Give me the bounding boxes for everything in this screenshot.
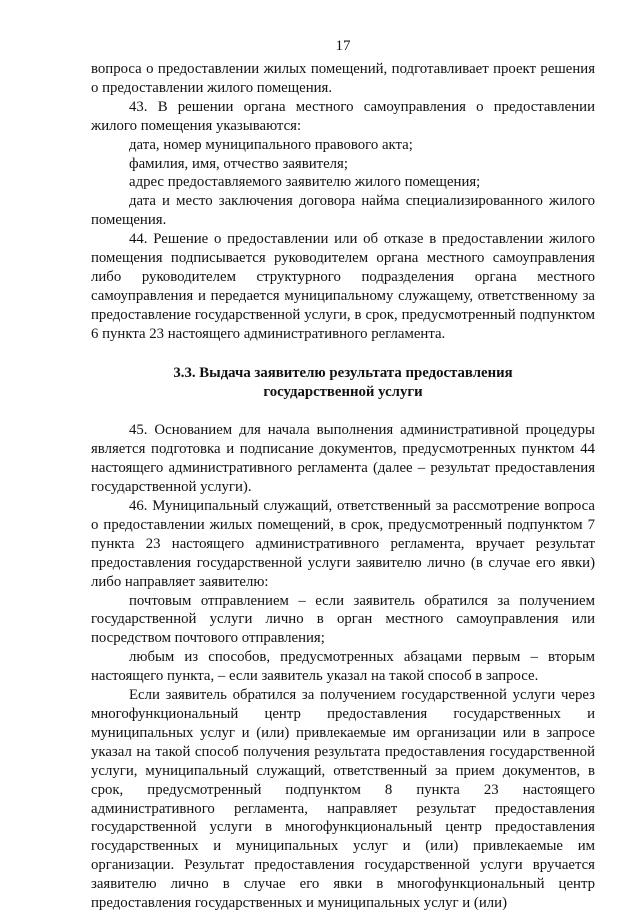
paragraph-45: 45. Основанием для начала выполнения административной процедуры является подготовка и подписание документов, предусмотренных пунктом 44 настоящего административного регламента (далее – результат предоставления государственной услуги).	[91, 422, 595, 496]
paragraph-43: 43. В решении органа местного самоуправления о предоставлении жилого помещения указываются:	[91, 98, 595, 134]
paragraph-43-item: адрес предоставляемого заявителю жилого помещения;	[129, 174, 481, 191]
section-heading	[91, 344, 595, 422]
paragraph-46: 46. Муниципальный служащий, ответственный за рассмотрение вопроса о предоставлении жилых помещений, в срок, предусмотренный подпунктом 7 пункта 23 настоящего административного регламента, вручает результат предоставления государственной услуги заявителю лично (в случае его явки) либо направляет заявителю:	[91, 498, 595, 590]
paragraph-43-item: фамилия, имя, отчество заявителя;	[129, 155, 348, 172]
paragraph-44: 44. Решение о предоставлении или об отказе в предоставлении жилого помещения подписывается руководителем органа местного самоуправления либо руководителем структурного подразделения органа местного самоуправления и передается муниципальному служащему, ответственному за предоставление государственной услуги, в срок, предусмотренный подпунктом 6 пункта 23 настоящего административного регламента.	[91, 231, 595, 342]
page-number: 17	[335, 38, 351, 54]
paragraph-46-item: почтовым отправлением – если заявитель обратился за получением государственной услуги лично в орган местного самоуправления или посредством почтового отправления;	[91, 592, 595, 647]
paragraph-46-item: любым из способов, предусмотренных абзацами первым – вторым настоящего пункта, – если заявитель указал на такой способ в запросе.	[91, 649, 595, 685]
document-page	[91, 36, 595, 913]
paragraph-43-item: дата и место заключения договора найма специализированного жилого помещения.	[91, 193, 595, 229]
paragraph-43-item: дата, номер муниципального правового акта;	[129, 136, 413, 153]
paragraph-mfc: Если заявитель обратился за получением государственной услуги через многофункциональный центр предоставления государственных и муниципальных услуг и (или) привлекаемые им организации или в запросе указал на такой способ получения результата предоставления государственной услуги, муниципальный служащий, ответственный за прием документов, в срок, предусмотренный подпунктом 8 пункта 23 настоящего административного регламента, направляет результат предоставления государственной услуги в многофункциональный центр предоставления государственных и муниципальных услуг и (или) привлекаемые им организации. Результат предоставления государственной услуги вручается заявителю лично в случае его явки в многофункциональный центр предоставления государственных и муниципальных услуг и (или)	[91, 687, 595, 912]
paragraph-continuation: вопроса о предоставлении жилых помещений, подготавливает проект решения о предоставлении жилого помещения.	[91, 61, 595, 96]
section-heading-line-2: государственной услуги	[263, 383, 423, 400]
section-heading-line-1: 3.3. Выдача заявителю результата предоставления	[173, 364, 513, 381]
